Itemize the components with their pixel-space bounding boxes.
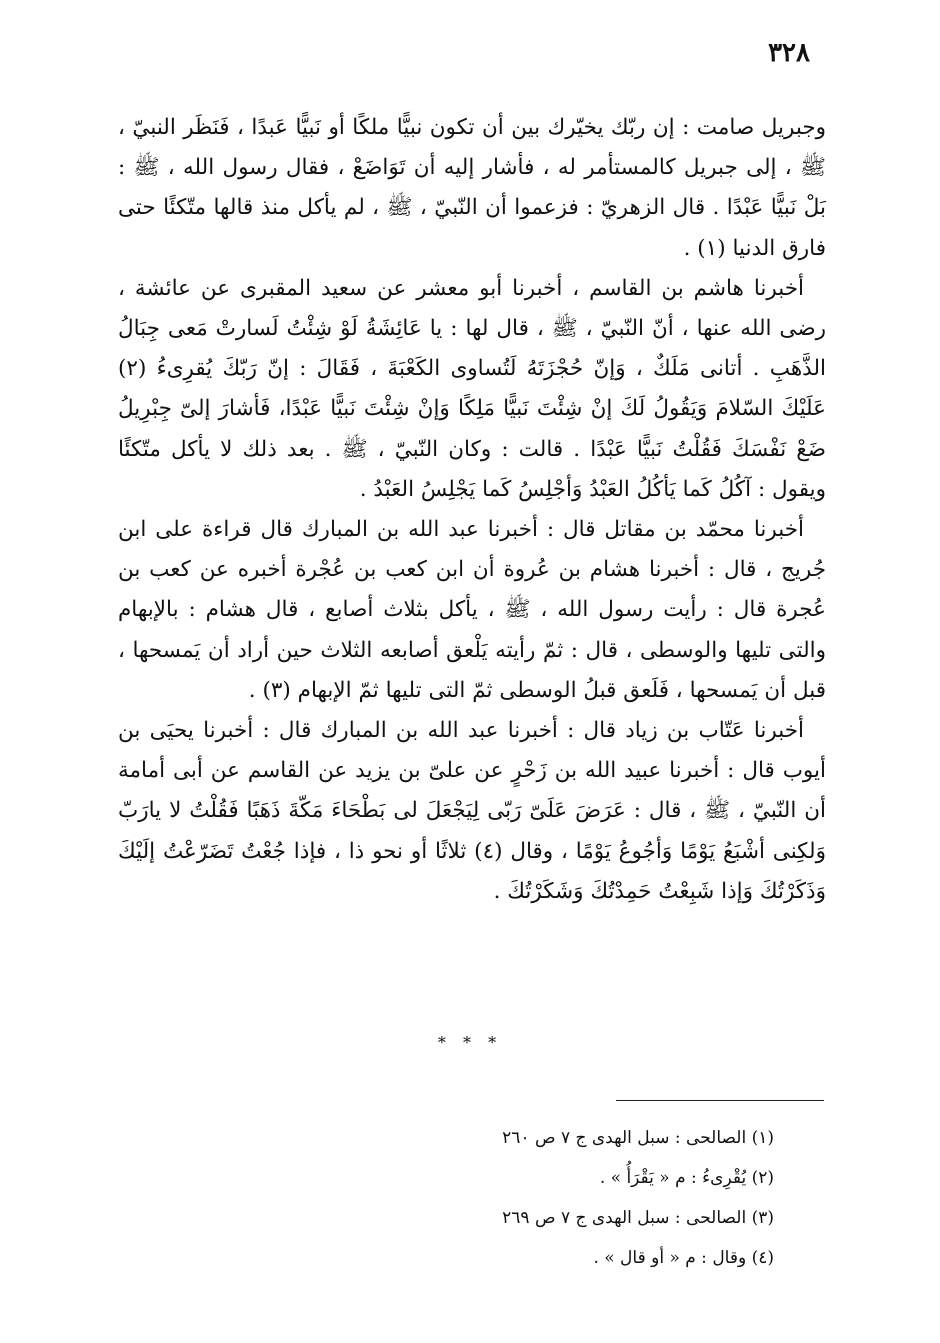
footnote-3: (٣) الصالحى : سبل الهدى ج ٧ ص ٢٦٩ bbox=[502, 1208, 774, 1228]
paragraph-4: أخبرنا عَتّاب بن زياد قال : أخبرنا عبد الله بن المبارك قال : أخبرنا يحيَى بن أيوب قال : أخبرنا عبيد الله بن زَحْرٍ عن علىّ بن يزيد عن القاسم عن أبى أمامة أن النّبيّ ، ﷺ ، قال : عَرَضَ عَلَىّ رَبّى لِيَجْعَلَ لى بَطْحَاءَ مَكّةَ ذَهَبًا فَقُلْتُ لا يارَبّ وَلكِنى أشْبَعُ يَوْمًا وَأجُوعُ يَوْمًا ، وقال (٤) ثلاثًا أو نحو ذا ، فإذا جُعْتُ تَضَرّعْتُ إلَيْكَ وَذَكَرْتُكَ وَإذا شَبِعْتُ حَمِدْتُكَ وَشَكَرْتُكَ . bbox=[118, 718, 826, 904]
paragraph-1: وجبريل صامت : إن ربّك يخيّرك بين أن تكون نبيًّا ملكًا أو نَبيًّا عَبدًا ، فَنَظَر النبيّ ، ﷺ ، إلى جبريل كالمستأمر له ، فأشار إليه أن تَوَاضَعْ ، فقال رسول الله ، ﷺ : بَلْ نَبيًّا عَبْدًا . قال الزهريّ : فزعموا أن النّبيّ ، ﷺ ، لم يأكل منذ قالها متّكئًا حتى فارق الدنيا (١) . bbox=[118, 115, 826, 261]
footnote-1: (١) الصالحى : سبل الهدى ج ٧ ص ٢٦٠ bbox=[502, 1128, 774, 1148]
main-text bbox=[118, 108, 826, 912]
paragraph-3: أخبرنا محمّد بن مقاتل قال : أخبرنا عبد الله بن المبارك قال قراءة على ابن جُريج ، قال : أخبرنا هشام بن عُروة أن ابن كعب بن عُجْرة أخبره عن كعب بن عُجرة قال : رأيت رسول الله ، ﷺ ، يأكل بثلاث أصابع ، قال هشام : بالإبهام والتى تليها والوسطى ، قال : ثمّ رأيته يَلْعق أصابعه الثلاث حين أراد أن يَمسحها ، قبل أن يَمسحها ، فَلَعق قبلُ الوسطى ثمّ التى تليها ثمّ الإبهام (٣) . bbox=[118, 517, 826, 703]
footnote-4: (٤) وقال : م « أو قال » . bbox=[593, 1248, 774, 1268]
footnote-2: (٢) يُقْرِىءُ : م « يَقْرَأُ » . bbox=[599, 1168, 774, 1188]
footnotes bbox=[414, 1118, 774, 1278]
page-number: ٣٢٨ bbox=[768, 38, 810, 68]
section-separator: * * * bbox=[437, 1033, 503, 1052]
paragraph-2: أخبرنا هاشم بن القاسم ، أخبرنا أبو معشر عن سعيد المقبرى عن عائشة ، رضى الله عنها ، أنّ النّبيّ ، ﷺ ، قال لها : يا عَائِشَةُ لَوْ شِئْتُ لَسارتْ مَعى جِبَالُ الذَّهَبِ . أتانى مَلَكٌ ، وَإنّ حُجْزَتَهُ لَتُساوى الكَعْبَةَ ، فَقَالَ : إنّ رَبّكَ يُقرِىءُ (٢) عَلَيْكَ السّلامَ وَيَقُولُ لَكَ إنْ شِئْتَ نَبيًّا مَلِكًا وَإنْ شِئْتَ نَبيًّا عَبْدًا، فَأشارَ إلىّ جِبْرِيلُ ضَعْ نَفْسَكَ فَقُلْتُ نَبيًّا عَبْدًا . قالت : وكان النّبيّ ، ﷺ . بعد ذلك لا يأكل متّكئًا ويقول : آكُلُ كَما يَأكُلُ العَبْدُ وَأجْلِسُ كَما يَجْلِسُ العَبْدُ . bbox=[118, 275, 826, 502]
footnote-divider bbox=[616, 1100, 824, 1101]
